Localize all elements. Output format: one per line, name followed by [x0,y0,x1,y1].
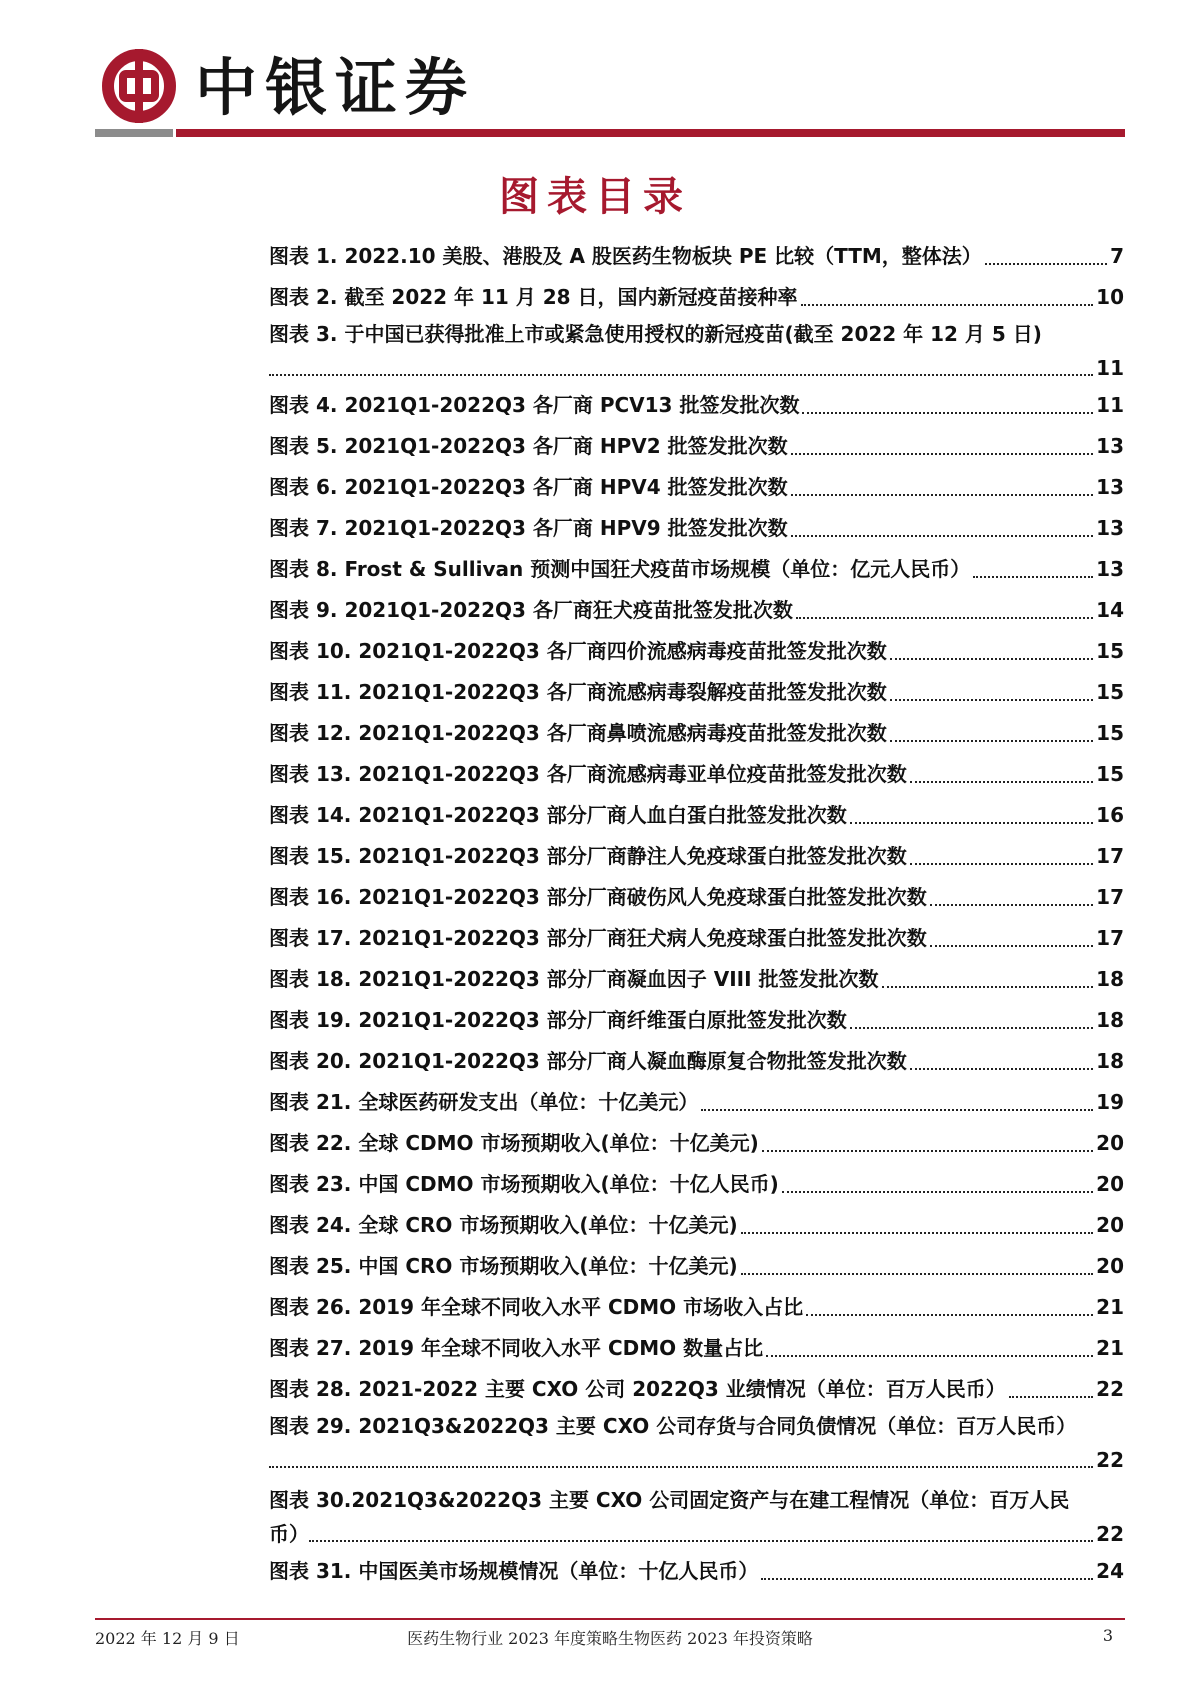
toc-entry-label: 图表 12. 2021Q1-2022Q3 各厂商鼻喷流感病毒疫苗批签发批次数 [269,721,887,745]
dot-leader [850,822,1093,824]
toc-entry-19[interactable] [269,1000,1124,1041]
toc-entry-18[interactable] [269,959,1124,1000]
dot-leader [910,781,1093,783]
toc-title: 图表目录 [499,174,691,220]
toc-entry-14[interactable] [269,795,1124,836]
dot-leader [762,1150,1093,1152]
dot-leader [269,374,1093,376]
toc-entry-27[interactable] [269,1328,1124,1369]
toc-entry-13[interactable] [269,754,1124,795]
toc-entry-page: 17 [1096,844,1124,868]
toc-entry-label: 图表 9. 2021Q1-2022Q3 各厂商狂犬疫苗批签发批次数 [269,598,793,622]
toc-entry-page: 22 [1096,1377,1124,1401]
toc-entry-label: 图表 25. 中国 CRO 市场预期收入(单位：十亿美元) [269,1254,738,1278]
toc-entry-20[interactable] [269,1041,1124,1082]
dot-leader [802,412,1093,414]
toc-entry-2[interactable] [269,277,1124,318]
toc-entry-label: 图表 17. 2021Q1-2022Q3 部分厂商狂犬病人免疫球蛋白批签发批次数 [269,926,927,950]
dot-leader [791,535,1094,537]
toc-entry-page: 24 [1096,1559,1124,1583]
toc-entry-25[interactable] [269,1246,1124,1287]
toc-entry-label: 图表 21. 全球医药研发支出（单位：十亿美元） [269,1090,699,1114]
toc-entry-26[interactable] [269,1287,1124,1328]
toc-entry-label: 图表 31. 中国医美市场规模情况（单位：十亿人民币） [269,1559,759,1583]
toc-entry-page: 17 [1096,885,1124,909]
dot-leader [882,986,1094,988]
dot-leader [741,1273,1094,1275]
toc-entry-label: 图表 20. 2021Q1-2022Q3 部分厂商人凝血酶原复合物批签发批次数 [269,1049,907,1073]
toc-entry-label: 图表 28. 2021-2022 主要 CXO 公司 2022Q3 业绩情况（单位：百万人民币） [269,1377,1006,1401]
toc-entry-29[interactable] [269,1410,1124,1477]
toc-entry-page: 22 [1096,1448,1124,1472]
dot-leader [930,945,1093,947]
dot-leader [309,1540,1093,1542]
dot-leader [701,1109,1093,1111]
toc-entry-9[interactable] [269,590,1124,631]
toc-entry-label: 图表 29. 2021Q3&2022Q3 主要 CXO 公司存货与合同负债情况（单位：百万人民币） [269,1414,1077,1438]
toc-entry-28[interactable] [269,1369,1124,1410]
toc-entry-21[interactable] [269,1082,1124,1123]
dot-leader [973,576,1093,578]
header-rule-red [176,129,1125,137]
dot-leader [791,494,1094,496]
dot-leader [890,740,1093,742]
toc-entry-page: 20 [1096,1254,1124,1278]
toc-entry-label: 图表 4. 2021Q1-2022Q3 各厂商 PCV13 批签发批次数 [269,393,800,417]
toc-entry-page: 15 [1096,680,1124,704]
toc-entry-page: 18 [1096,967,1124,991]
toc-entry-30[interactable] [269,1484,1124,1551]
toc-entry-31[interactable] [269,1551,1124,1592]
toc-entry-page: 18 [1096,1049,1124,1073]
toc-entry-1[interactable] [269,236,1124,277]
toc-entry-3[interactable] [269,318,1124,385]
bank-of-china-logo-icon [101,48,177,124]
toc-entry-5[interactable] [269,426,1124,467]
toc-entry-page: 21 [1096,1336,1124,1360]
toc-entry-page: 20 [1096,1131,1124,1155]
toc-entry-label: 图表 5. 2021Q1-2022Q3 各厂商 HPV2 批签发批次数 [269,434,788,458]
toc-entry-page: 13 [1096,516,1124,540]
toc-entry-page: 14 [1096,598,1124,622]
toc-entry-page: 17 [1096,926,1124,950]
toc-entry-page: 21 [1096,1295,1124,1319]
toc-entry-label: 图表 18. 2021Q1-2022Q3 部分厂商凝血因子 VIII 批签发批次数 [269,967,879,991]
toc-entry-page: 11 [1096,393,1124,417]
toc-entry-label: 图表 24. 全球 CRO 市场预期收入(单位：十亿美元) [269,1213,738,1237]
toc-entry-page: 10 [1096,285,1124,309]
dot-leader [910,863,1093,865]
dot-leader [796,617,1093,619]
toc-entry-page: 11 [1096,356,1124,380]
dot-leader [890,699,1093,701]
toc-entry-11[interactable] [269,672,1124,713]
toc-entry-17[interactable] [269,918,1124,959]
toc-entry-page: 15 [1096,762,1124,786]
toc-entry-page: 16 [1096,803,1124,827]
footer-title: 医药生物行业 2023 年度策略生物医药 2023 年投资策略 [407,1629,813,1648]
toc-entry-label: 图表 16. 2021Q1-2022Q3 部分厂商破伤风人免疫球蛋白批签发批次数 [269,885,927,909]
footer-rule [95,1618,1125,1620]
toc-entry-label: 图表 8. Frost & Sullivan 预测中国狂犬疫苗市场规模（单位：亿元人民币） [269,557,971,581]
toc-entry-22[interactable] [269,1123,1124,1164]
toc-entry-page: 7 [1110,244,1124,268]
toc-entry-page: 13 [1096,434,1124,458]
footer [95,1623,1125,1653]
dot-leader [761,1578,1093,1580]
toc-entry-label: 图表 1. 2022.10 美股、港股及 A 股医药生物板块 PE 比较（TTM，整体法） [269,244,982,268]
toc-entry-page: 13 [1096,475,1124,499]
table-of-figures [269,236,1124,1592]
header-rule-gray [95,129,173,137]
toc-entry-label: 图表 13. 2021Q1-2022Q3 各厂商流感病毒亚单位疫苗批签发批次数 [269,762,907,786]
toc-entry-6[interactable] [269,467,1124,508]
toc-entry-label: 图表 19. 2021Q1-2022Q3 部分厂商纤维蛋白原批签发批次数 [269,1008,847,1032]
toc-entry-24[interactable] [269,1205,1124,1246]
toc-entry-page: 22 [1096,1522,1124,1546]
toc-entry-label: 图表 23. 中国 CDMO 市场预期收入(单位：十亿人民币) [269,1172,779,1196]
toc-entry-label: 图表 26. 2019 年全球不同收入水平 CDMO 市场收入占比 [269,1295,804,1319]
toc-entry-label: 图表 7. 2021Q1-2022Q3 各厂商 HPV9 批签发批次数 [269,516,788,540]
toc-entry-label: 图表 30.2021Q3&2022Q3 主要 CXO 公司固定资产与在建工程情况（单位：百万人民 [269,1488,1070,1512]
dot-leader [850,1027,1093,1029]
toc-entry-page: 15 [1096,721,1124,745]
toc-entry-page: 19 [1096,1090,1124,1114]
dot-leader [1009,1396,1093,1398]
toc-entry-label-cont: 币） [269,1522,309,1546]
toc-entry-label: 图表 14. 2021Q1-2022Q3 部分厂商人血白蛋白批签发批次数 [269,803,847,827]
toc-entry-7[interactable] [269,508,1124,549]
dot-leader [930,904,1093,906]
dot-leader [985,263,1107,265]
brand-name: 中银证券 [195,51,476,124]
toc-entry-12[interactable] [269,713,1124,754]
dot-leader [766,1355,1093,1357]
dot-leader [890,658,1093,660]
dot-leader [269,1466,1093,1468]
toc-entry-page: 18 [1096,1008,1124,1032]
toc-entry-page: 20 [1096,1172,1124,1196]
toc-entry-10[interactable] [269,631,1124,672]
dot-leader [741,1232,1094,1234]
toc-entry-label: 图表 27. 2019 年全球不同收入水平 CDMO 数量占比 [269,1336,764,1360]
toc-entry-8[interactable] [269,549,1124,590]
toc-entry-page: 15 [1096,639,1124,663]
toc-entry-23[interactable] [269,1164,1124,1205]
footer-date: 2022 年 12 月 9 日 [95,1629,240,1648]
toc-entry-label: 图表 11. 2021Q1-2022Q3 各厂商流感病毒裂解疫苗批签发批次数 [269,680,887,704]
toc-entry-4[interactable] [269,385,1124,426]
toc-entry-label: 图表 10. 2021Q1-2022Q3 各厂商四价流感病毒疫苗批签发批次数 [269,639,887,663]
footer-page-number: 3 [1102,1626,1113,1645]
toc-entry-label: 图表 15. 2021Q1-2022Q3 部分厂商静注人免疫球蛋白批签发批次数 [269,844,907,868]
toc-entry-15[interactable] [269,836,1124,877]
dot-leader [782,1191,1093,1193]
toc-entry-label: 图表 6. 2021Q1-2022Q3 各厂商 HPV4 批签发批次数 [269,475,788,499]
toc-entry-page: 20 [1096,1213,1124,1237]
dot-leader [791,453,1094,455]
toc-entry-page: 13 [1096,557,1124,581]
dot-leader [801,304,1094,306]
toc-entry-label: 图表 3. 于中国已获得批准上市或紧急使用授权的新冠疫苗(截至 2022 年 12 月 5 日) [269,322,1042,346]
toc-entry-label: 图表 22. 全球 CDMO 市场预期收入(单位：十亿美元) [269,1131,759,1155]
toc-entry-16[interactable] [269,877,1124,918]
toc-entry-label: 图表 2. 截至 2022 年 11 月 28 日，国内新冠疫苗接种率 [269,285,798,309]
header [95,40,1125,124]
dot-leader [910,1068,1093,1070]
dot-leader [806,1314,1093,1316]
